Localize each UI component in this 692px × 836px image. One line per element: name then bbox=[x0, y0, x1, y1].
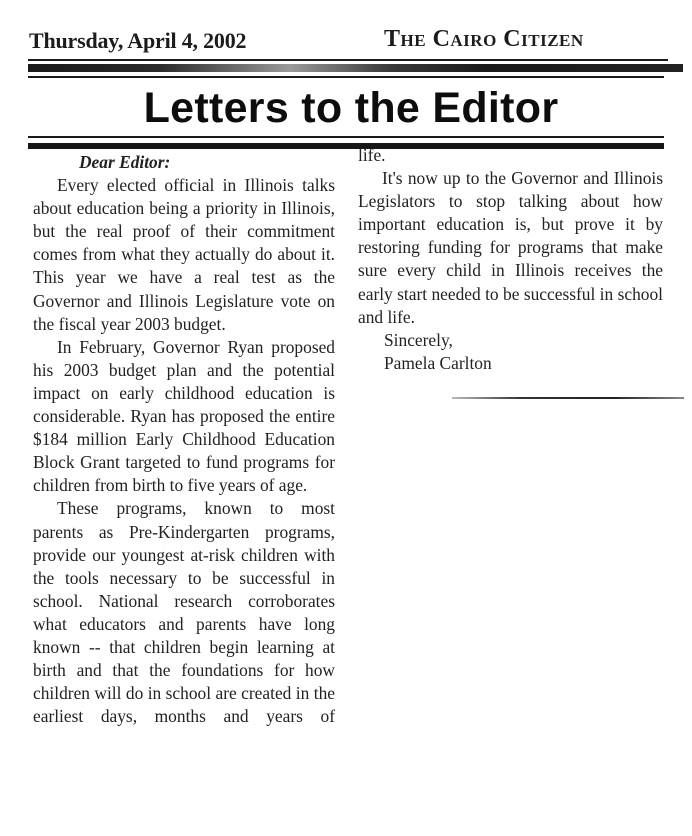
letter-salutation: Dear Editor: bbox=[79, 152, 171, 172]
signature-divider bbox=[452, 397, 684, 399]
letter-paragraph: These programs, known to most parents as Pre-Kindergarten programs, provide our youngest at-risk children with the tools necessary to be successful in school. National research corroborates what educators and parents have long known -- that children begin learning at birth and that the foundations for how children will do in school are created in the earliest days, months and years of bbox=[33, 498, 335, 727]
masthead-rule-under bbox=[28, 76, 664, 78]
letter-closing: Sincerely, bbox=[384, 329, 453, 350]
section-title: Letters to the Editor bbox=[143, 84, 559, 132]
letter-paragraph: In February, Governor Ryan proposed his 2003 budget plan and the potential impact on early childhood education is considerable. Ryan has proposed the entire $184 million Early Childhood Education Block Grant targeted to fund programs for children from birth to five years of age. bbox=[33, 336, 335, 496]
letter-column-left bbox=[33, 151, 335, 728]
masthead-rule-thick bbox=[28, 64, 683, 72]
masthead-rule-thin bbox=[28, 59, 668, 61]
letter-paragraph: Every elected official in Illinois talks about education being a priority in Illinois, but the real proof of their commitment comes from what they actually do about it. This year we have a real test as the Governor and Illinois Legislature vote on the fiscal year 2003 budget. bbox=[33, 175, 335, 334]
masthead-date: Thursday, April 4, 2002 bbox=[29, 28, 247, 53]
masthead-paper-name: The Cairo Citizen bbox=[384, 26, 584, 52]
letter-signature: Pamela Carlton bbox=[384, 352, 492, 373]
letter-column-right bbox=[358, 144, 663, 375]
title-rule-thin bbox=[28, 136, 664, 138]
letter-paragraph: It's now up to the Governor and Illinois Legislators to stop talking about how important education is, but prove it by restoring funding for programs that make sure every child in Illinois receives the early start needed to be successful in school and life. bbox=[358, 168, 663, 327]
letter-paragraph-continued: life. bbox=[358, 145, 386, 165]
